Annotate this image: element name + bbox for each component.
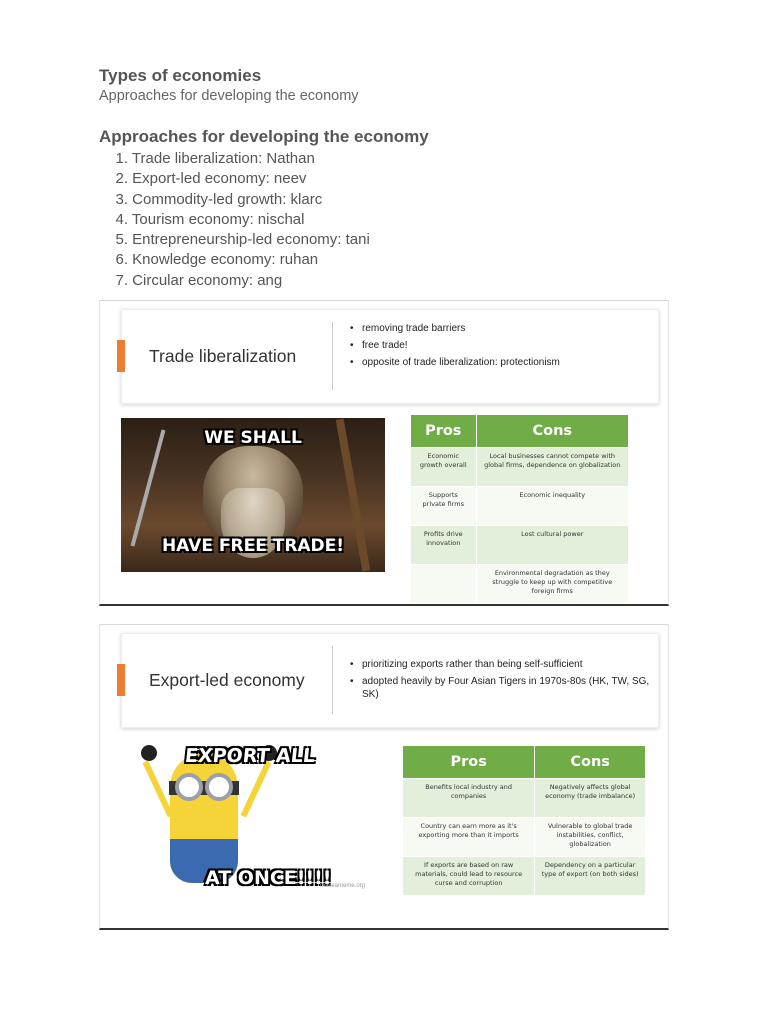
list-item: [99, 250, 370, 270]
meme-top-text: EXPORT ALL: [183, 745, 317, 767]
slide-trade-liberalization: [99, 300, 669, 606]
con-cell: Dependency on a particular type of export (on both sides): [535, 857, 646, 896]
list-item-text: Trade liberalization: Nathan: [131, 150, 315, 167]
list-number: 6.: [115, 251, 128, 269]
pros-cons-table: [402, 745, 646, 896]
list-number: 1.: [115, 150, 128, 167]
bullet-item: • adopted heavily by Four Asian Tigers in 1970s-80s (HK, TW, SG, SK): [350, 675, 650, 701]
meme-top-text: WE SHALL: [204, 428, 302, 448]
divider: [332, 322, 333, 390]
slide-title: Trade liberalization: [149, 346, 297, 366]
accent-bar: [117, 340, 125, 372]
table-row: [403, 857, 646, 896]
bullet-item: • prioritizing exports rather than being self-sufficient: [350, 658, 650, 671]
pros-header: Pros: [403, 746, 535, 779]
cons-header: Cons: [535, 746, 646, 779]
table-row: [411, 565, 629, 604]
meme-bottom-text: AT ONCE!!!!: [205, 867, 332, 889]
list-item-text: Export-led economy: neev: [132, 170, 307, 188]
slide-title-card: [121, 633, 659, 728]
document-title: Types of economies: [99, 66, 262, 85]
pro-cell: Benefits local industry and companies: [403, 779, 535, 818]
pros-header: Pros: [411, 415, 477, 448]
con-cell: Negatively affects global economy (trade imbalance): [535, 779, 646, 818]
list-item: [99, 190, 370, 210]
table-row: [411, 487, 629, 526]
document-subtitle: Approaches for developing the economy: [99, 88, 359, 104]
list-item-text: Knowledge economy: ruhan: [132, 251, 319, 269]
table-row: [403, 818, 646, 857]
pro-cell: If exports are based on raw materials, could lead to resource curse and corruption: [403, 857, 535, 896]
slide-bullets: [350, 322, 650, 373]
minion-meme-image: [125, 739, 375, 899]
table-row: [411, 526, 629, 565]
pro-cell: Supports private firms: [411, 487, 477, 526]
list-item-text: Commodity-led growth: klarc: [132, 190, 323, 208]
list-item: [99, 210, 370, 230]
list-number: 5.: [115, 231, 128, 249]
con-cell: Environmental degradation as they struggle to keep up with competitive foreign firms: [476, 565, 629, 604]
accent-bar: [117, 664, 125, 696]
list-number: 3.: [115, 190, 128, 208]
slide-export-led-economy: [99, 624, 669, 930]
bullet-item: • removing trade barriers: [350, 322, 650, 335]
pro-cell: Country can earn more as it's exporting more than it imports: [403, 818, 535, 857]
goggle-eye: [175, 773, 203, 801]
pro-cell: Profits drive innovation: [411, 526, 477, 565]
con-cell: Lost cultural power: [476, 526, 629, 565]
divider: [332, 646, 333, 714]
list-item: [99, 149, 370, 169]
slide-title-card: [121, 309, 659, 404]
approaches-list: [99, 149, 370, 291]
gandalf-meme-image: [121, 418, 385, 572]
list-number: 2.: [115, 170, 128, 188]
table-row: [403, 779, 646, 818]
list-item-text: Circular economy: ang: [132, 271, 283, 289]
meme-credit: makeameme.org: [319, 883, 365, 889]
list-item-text: Entrepreneurship-led economy: tani: [132, 231, 370, 249]
table-row: [411, 448, 629, 487]
goggle-eye: [205, 773, 233, 801]
list-item: [99, 271, 370, 291]
pros-cons-table: [410, 414, 629, 604]
con-cell: Economic inequality: [476, 487, 629, 526]
glove-shape: [141, 745, 157, 761]
list-item: [99, 169, 370, 189]
list-item: [99, 230, 370, 250]
meme-bottom-text: HAVE FREE TRADE!: [161, 536, 345, 556]
bullet-item: • opposite of trade liberalization: protectionism: [350, 356, 650, 369]
list-number: 4.: [115, 210, 128, 228]
list-number: 7.: [115, 271, 128, 289]
pro-cell: [411, 565, 477, 604]
cons-header: Cons: [476, 415, 629, 448]
slide-bullets: [350, 658, 650, 705]
con-cell: Local businesses cannot compete with global firms, dependence on globalization: [476, 448, 629, 487]
arm-shape: [241, 761, 272, 818]
list-item-text: Tourism economy: nischal: [131, 210, 305, 228]
section-heading: Approaches for developing the economy: [99, 127, 429, 146]
pro-cell: Economic growth overall: [411, 448, 477, 487]
con-cell: Vulnerable to global trade instabilities, conflict, globalization: [535, 818, 646, 857]
slide-title: Export-led economy: [149, 670, 305, 690]
bullet-item: • free trade!: [350, 339, 650, 352]
